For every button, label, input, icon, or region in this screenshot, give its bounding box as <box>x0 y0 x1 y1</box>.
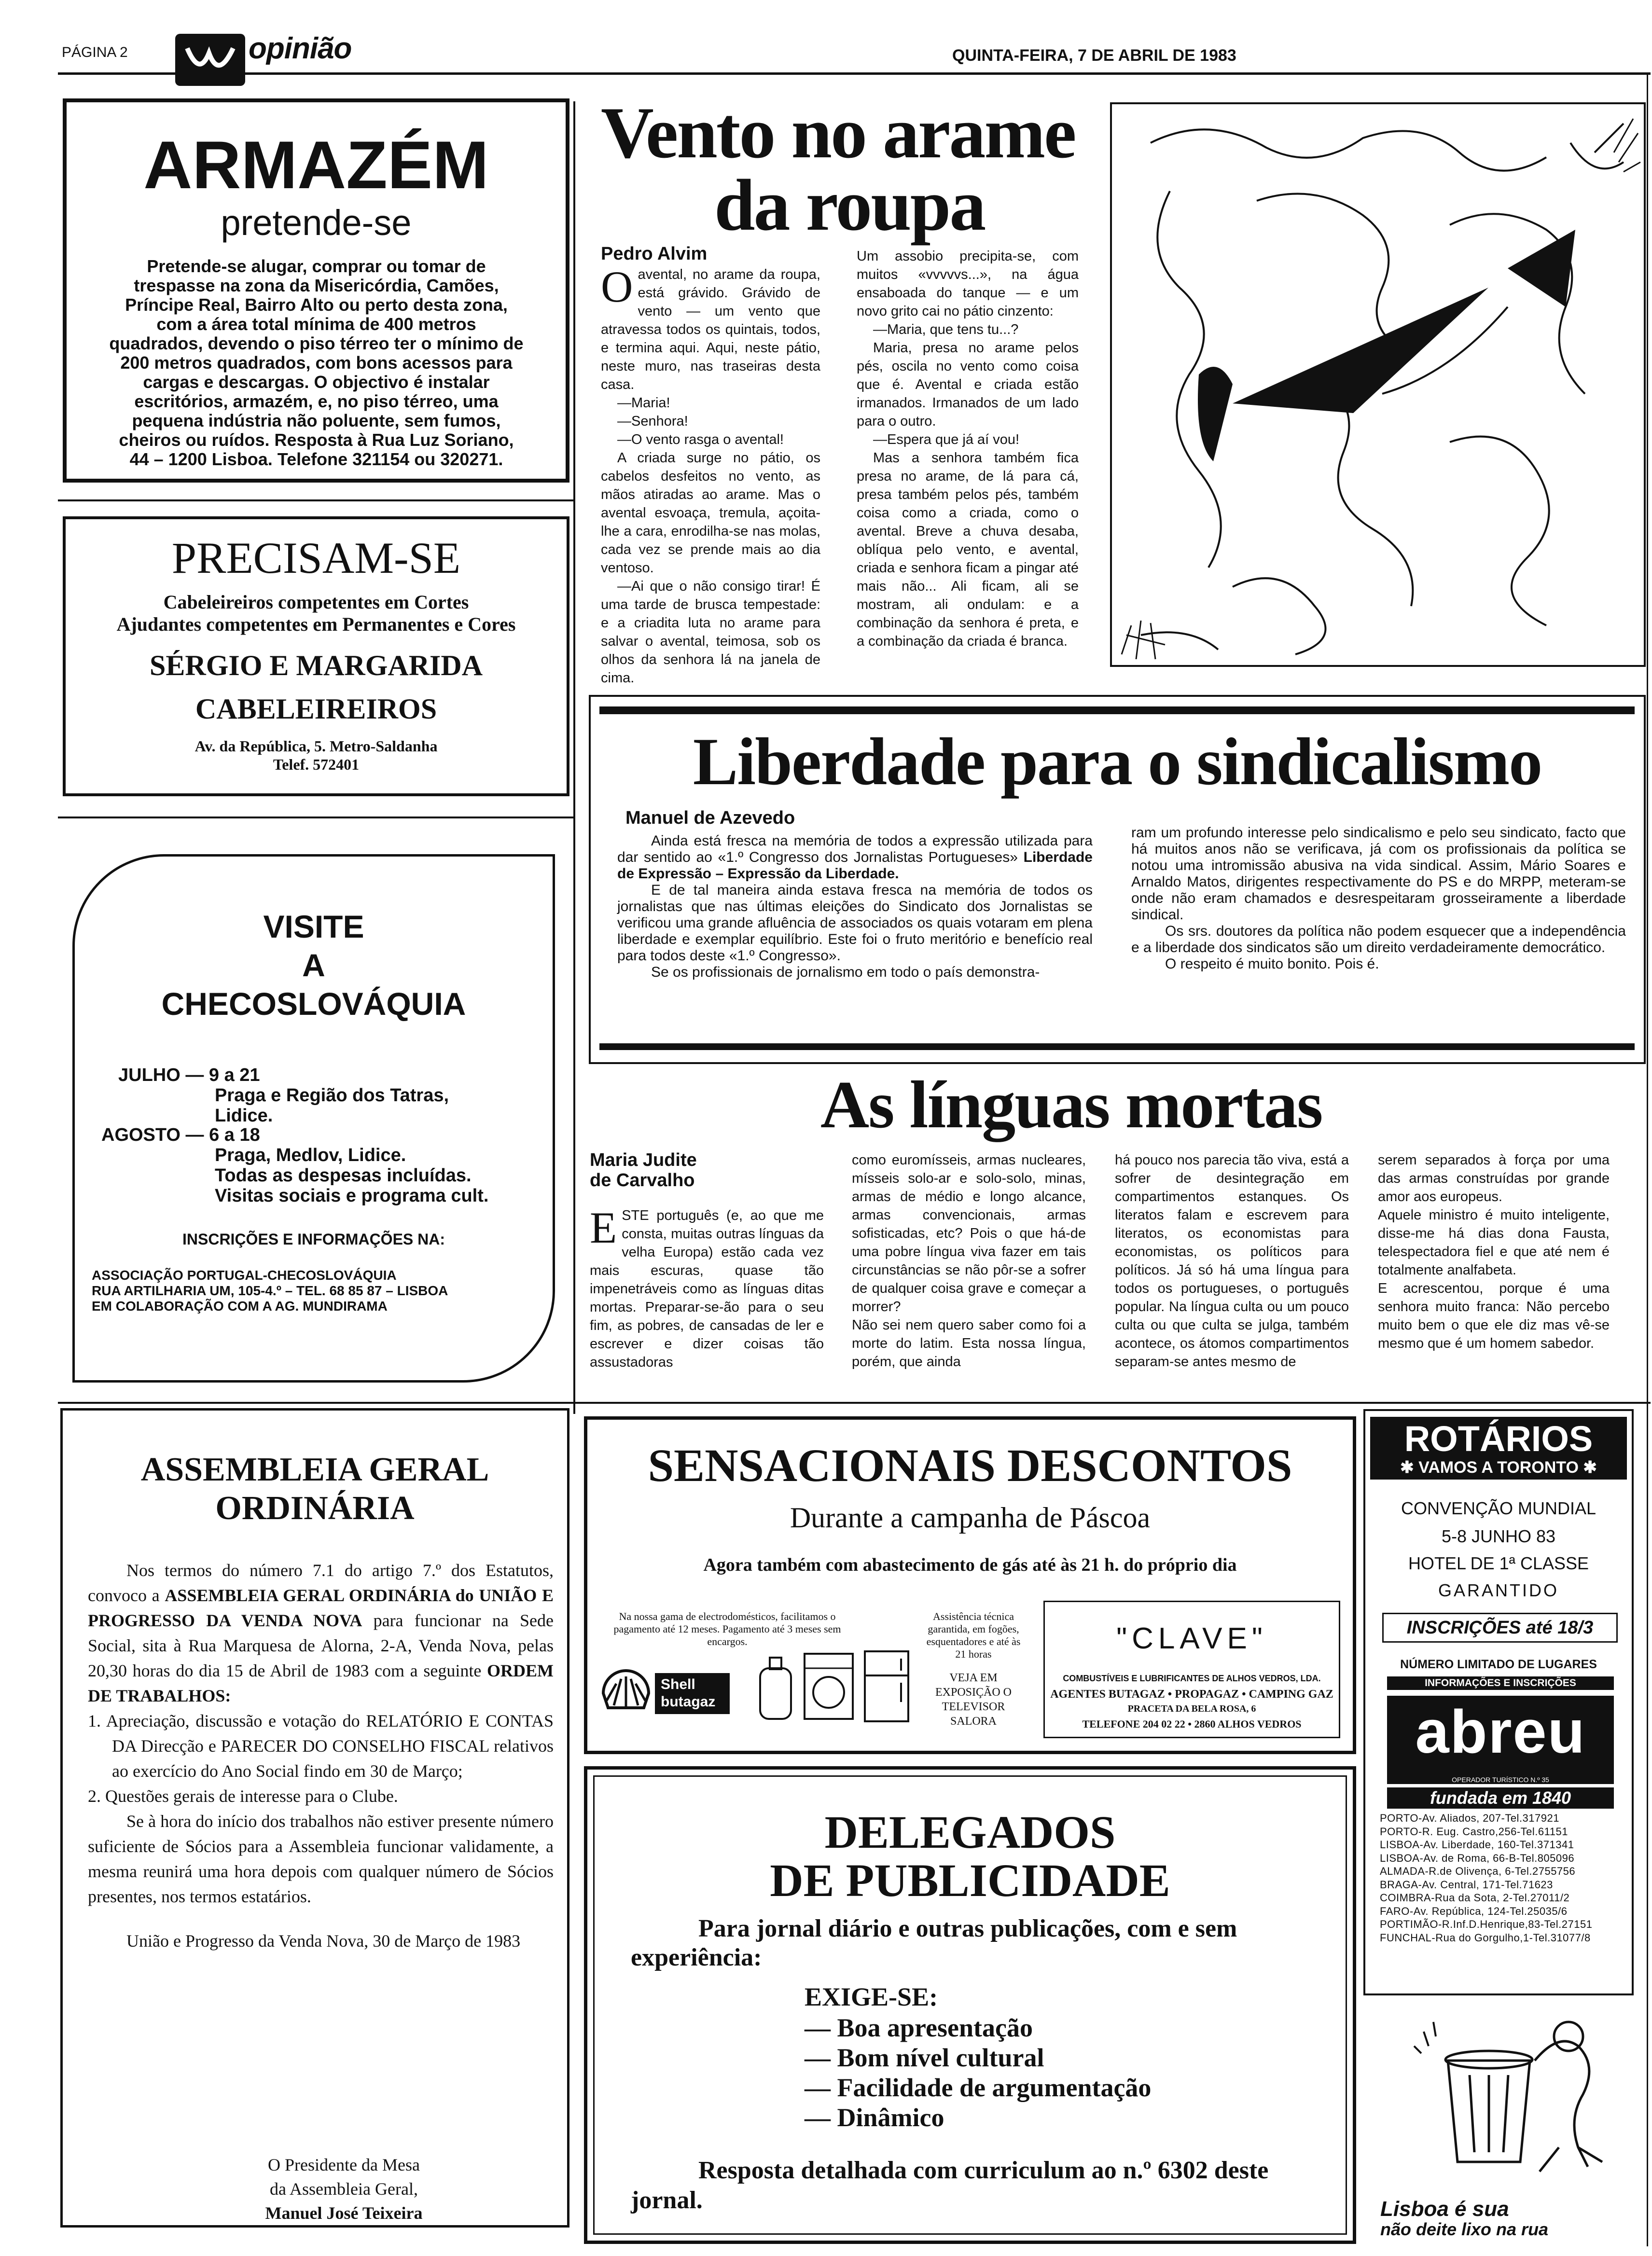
precisam-title: PRECISAM-SE <box>171 533 461 582</box>
precisam-line1: Cabeleireiros competentes em Cortes <box>163 591 469 613</box>
assembleia-item-1: 1. Apreciação, discussão e votação do RELATÓRIO E CONTAS DA Direcção e PARECER DO CONSELHO FISCAL relativos ao exercício do Ano Social findo em 30 de Março; <box>88 1711 554 1781</box>
rotarios-garantido: GARANTIDO <box>1438 1580 1559 1600</box>
checo-title-3: CHECOSLOVÁQUIA <box>161 986 466 1022</box>
delegados-intro: Para jornal diário e outras publicações, com e sem experiência: <box>631 1915 1237 1971</box>
lisboa-line-2: não deite lixo na rua <box>1380 2219 1549 2239</box>
liberdade-bottom-bar <box>599 1043 1635 1050</box>
shell-logo-icon <box>599 1667 652 1713</box>
precisam-name1: SÉRGIO E MARGARIDA <box>149 650 483 681</box>
clave-line-4: TELEFONE 204 02 22 • 2860 ALHOS VEDROS <box>1082 1718 1302 1730</box>
butagaz-label: butagaz <box>661 1694 716 1710</box>
fridge-icon <box>862 1649 911 1724</box>
office-row: BRAGA-Av. Central, 171-Tel.71623 <box>1380 1878 1553 1891</box>
rotarios-sub: ✱ VAMOS A TORONTO ✱ <box>1400 1458 1597 1477</box>
assembleia-item-2: 2. Questões gerais de interesse para o Clube. <box>88 1786 398 1806</box>
liberdade-title: Liberdade para o sindicalismo <box>693 724 1542 799</box>
rule <box>58 499 573 501</box>
liberdade-c1-p3: Se os profissionais de jornalismo em todo o país demonstra- <box>651 964 1040 980</box>
descontos-veja: VEJA EM EXPOSIÇÃO O TELEVISOR SALORA <box>935 1672 1012 1728</box>
page-number: PÁGINA 2 <box>62 44 128 60</box>
descontos-assist: Assistência técnica garantida, em fogões, esquentadores e até às 21 horas <box>926 1610 1021 1660</box>
checo-assoc-1: ASSOCIAÇÃO PORTUGAL-CHECOSLOVÁQUIA <box>92 1268 397 1283</box>
abstract-drawing-icon <box>1112 104 1644 665</box>
liberdade-col-2 <box>1131 825 1626 972</box>
vento-c1-p3: —Senhora! <box>617 414 688 429</box>
office-row: COIMBRA-Rua da Sota, 2-Tel.27011/2 <box>1380 1892 1570 1904</box>
liberdade-col-1 <box>617 833 1093 981</box>
page-date: QUINTA-FEIRA, 7 DE ABRIL DE 1983 <box>952 46 1236 65</box>
office-row: PORTO-Av. Aliados, 207-Tel.317921 <box>1380 1812 1559 1824</box>
clave-box <box>1043 1601 1340 1738</box>
office-row: FUNCHAL-Rua do Gorgulho,1-Tel.31077/8 <box>1380 1931 1591 1944</box>
delegados-req-1: — Boa apresentação <box>805 2013 1033 2042</box>
washing-machine-icon <box>802 1651 855 1721</box>
trash-bin-illustration-icon <box>1375 2003 1631 2196</box>
vento-c1-p5: A criada surge no pátio, os cabelos desfeitos no vento, as mãos atiradas ao arame. Mas o avental esvoaça, tremula, açoita-lhe a cara, enrodilha-se nas molas, cada vez se prende mais ao dia ventoso. <box>601 450 820 576</box>
office-row: FARO-Av. República, 124-Tel.25035/6 <box>1380 1905 1568 1917</box>
checo-agosto-3: Visitas sociais e programa cult. <box>215 1186 489 1206</box>
assembleia-title-2: ORDINÁRIA <box>215 1490 415 1527</box>
vento-c2-p5: Mas a senhora também fica presa no arame, de lá para cá, presa também pelos pés, também coisa como a criada, como o avental. Breve a chuva desaba, oblíqua pelo vento, e avental, criada e senhora ficam a pingar até mais não... Ali ficam, ali se mostram, ali ondulam: e a combinação da senhora é preta, e a combinação da criada é branca. <box>857 450 1079 649</box>
checo-agosto-2: Todas as despesas incluídas. <box>215 1165 472 1186</box>
section-title: opinião <box>249 32 352 65</box>
precisam-phone: Telef. 572401 <box>273 756 360 773</box>
vento-dropcap: O <box>601 262 633 311</box>
rotarios-dates: 5-8 JUNHO 83 <box>1441 1526 1556 1546</box>
lisboa-line-1: Lisboa é sua <box>1380 2197 1509 2221</box>
precisam-line2: Ajudantes competentes em Permanentes e Cores <box>116 613 516 635</box>
vento-col-2 <box>857 247 1079 651</box>
armazem-subtitle: pretende-se <box>221 203 412 243</box>
descontos-title: SENSACIONAIS DESCONTOS <box>648 1439 1292 1491</box>
linguas-col-3: há pouco nos parecia tão viva, está a sofrer de desintegração em compartimentos estanques. Os literatos falam e escrevem para literatos, os economistas para economistas, os políticos para políticos. Já só há uma língua para todos os portugueses, o português popular. Na língua culta ou um pouco culta ou que culta se julga, também acontece, os átomos compartimentos separam-se antes mesmo de <box>1115 1152 1349 1370</box>
office-row: PORTO-R. Eug. Castro,256-Tel.61151 <box>1380 1825 1568 1838</box>
linguas-author-1: Maria Judite <box>590 1150 697 1170</box>
rule <box>58 1402 1651 1404</box>
linguas-author-2: de Carvalho <box>590 1170 695 1190</box>
delegados-req-4: — Dinâmico <box>805 2103 944 2132</box>
abreu-logo: abreu <box>1387 1696 1614 1778</box>
precisam-name2: CABELEIREIROS <box>195 693 437 725</box>
delegados-req-2: — Bom nível cultural <box>805 2043 1044 2072</box>
rotarios-ad <box>1363 1409 1634 1995</box>
checo-title-1: VISITE <box>263 909 364 944</box>
shell-label: Shell <box>661 1676 695 1692</box>
delegados-title-1: DELEGADOS <box>824 1806 1116 1858</box>
delegados-exige: EXIGE-SE: <box>805 1982 938 2011</box>
armazem-body: Pretende-se alugar, comprar ou tomar de trespasse na zona da Misericórdia, Camões, Príncipe Real, Bairro Alto ou perto desta zona, com a área total mínima de 400 metros quadrados, devendo o piso térreo ter o mínimo de 200 metros quadrados, com bons acessos para cargas e descargas. O objectivo é instalar escritórios, armazém, e, no piso térreo, uma pequena indústria não poluente, sem fumos, cheiros ou ruídos. Resposta à Rua Luz Soriano, 44 – 1200 Lisboa. Telefone 321154 ou 320271. <box>109 256 524 469</box>
abreu-offices <box>1380 1812 1624 1944</box>
assembleia-body <box>88 1558 554 1953</box>
linguas-col-4: serem separados à força por uma das armas construídas por grande amor aos europeus. Aquele ministro é muito inteligente, disse-me há dias dona Fausta, telespectadora fiel e que até nem é totalmente analfabeta. E acrescentou, porque é uma senhora muito franca: Não percebo muito bem o que ele diz mas vê-se mesmo que é um homem sabedor. <box>1378 1152 1610 1351</box>
precisam-ad <box>63 516 569 796</box>
liberdade-author: Manuel de Azevedo <box>625 808 795 828</box>
section-logo-icon <box>175 34 245 86</box>
office-row: PORTIMÃO-R.Inf.D.Henrique,83-Tel.27151 <box>1380 1918 1593 1930</box>
abreu-fundada: fundada em 1840 <box>1387 1787 1614 1809</box>
vento-c1-p2: —Maria! <box>617 395 670 411</box>
rotarios-info: INFORMAÇÕES E INSCRIÇÕES <box>1387 1676 1614 1690</box>
vento-col-1 <box>601 262 820 687</box>
vento-c2-p3: Maria, presa no arame pelos pés, oscila no vento como coisa que é. Avental e criada estão irmanados. Irmanados de um lado para o outro. <box>857 340 1079 429</box>
office-row: LISBOA-Av. Liberdade, 160-Tel.371341 <box>1380 1839 1574 1851</box>
vento-title-1: Vento no arame <box>601 92 1075 173</box>
rotarios-inscricoes: INSCRIÇÕES até 18/3 <box>1382 1613 1618 1643</box>
assembleia-p1-d: ORDEM DE TRABALHOS: <box>88 1661 554 1705</box>
lisboa-ad <box>1375 2003 1631 2244</box>
rotarios-header <box>1370 1417 1627 1480</box>
rotarios-hotel: HOTEL DE 1ª CLASSE <box>1408 1553 1589 1573</box>
vento-title-2: da roupa <box>714 165 985 246</box>
vento-author: Pedro Alvim <box>601 244 708 264</box>
assembleia-sig-3: Manuel José Teixeira <box>265 2203 423 2223</box>
checo-julho-2: Lidice. <box>215 1106 273 1126</box>
liberdade-article <box>589 695 1646 1064</box>
header-rule <box>58 72 1651 75</box>
vento-c1-p4: —O vento rasga o avental! <box>617 432 784 447</box>
vento-c1-p1: avental, no arame da roupa, está grávido. Grávido de vento — um vento que atravessa todos os quintais, todos, e termina aqui. Aqui, neste pátio, neste muro, nas traseiras desta casa. <box>601 267 820 392</box>
assembleia-place-date: União e Progresso da Venda Nova, 30 de Março de 1983 <box>126 1931 521 1951</box>
liberdade-c1-p1b: Liberdade de Expressão – Expressão da Liberdade. <box>617 849 1093 882</box>
liberdade-c1-p1a: Ainda está fresca na memória de todos a expressão utilizada para dar sentido ao «1.º Congresso dos Jornalistas Portugueses» <box>617 833 1093 865</box>
armazem-ad <box>63 98 569 483</box>
rotarios-limitado: NÚMERO LIMITADO DE LUGARES <box>1400 1658 1597 1671</box>
vento-c2-p4: —Espera que já aí vou! <box>873 432 1020 447</box>
checo-assoc-2: RUA ARTILHARIA UM, 105-4.º – TEL. 68 85 87 – LISBOA <box>92 1283 448 1298</box>
checo-agosto: AGOSTO — 6 a 18 <box>101 1125 260 1145</box>
left-column-rule <box>573 101 575 1414</box>
descontos-gas: Agora também com abastecimento de gás até às 21 h. do próprio dia <box>703 1555 1237 1575</box>
assembleia-title-1: ASSEMBLEIA GERAL <box>140 1451 489 1488</box>
right-edge-rule <box>1647 75 1648 2246</box>
checo-agosto-1: Praga, Medlov, Lidice. <box>215 1145 406 1165</box>
assembleia-sig-2: da Assembleia Geral, <box>270 2179 418 2199</box>
descontos-ad <box>584 1416 1356 1754</box>
office-row: ALMADA-R.de Olivença, 6-Tel.2755756 <box>1380 1865 1576 1877</box>
assembleia-p1-a: Nos termos do número 7.1 do artigo 7.º dos Estatutos, convoco a <box>88 1561 554 1605</box>
rotarios-title: ROTÁRIOS <box>1404 1419 1593 1459</box>
liberdade-top-bar <box>599 706 1635 714</box>
linguas-dropcap: E <box>590 1203 617 1252</box>
precisam-address: Av. da República, 5. Metro-Saldanha <box>194 737 438 755</box>
assembleia-p1-b: ASSEMBLEIA GERAL ORDINÁRIA do UNIÃO E PROGRESSO DA VENDA NOVA <box>88 1586 554 1630</box>
liberdade-c1-p2: E de tal maneira ainda estava fresca na memória de todos os jornalistas que nas últimas eleições do Sindicato dos Jornalistas se verificou uma grande afluência de associados os quais votaram em plena liberdade e exemplar equilíbrio. Este foi o fruto meritório e benefício real para todos deste «1.º Congresso». <box>617 882 1093 964</box>
rotarios-conv: CONVENÇÃO MUNDIAL <box>1401 1498 1596 1518</box>
liberdade-c2-p3: O respeito é muito bonito. Pois é. <box>1165 956 1379 972</box>
liberdade-c2-p1: ram um profundo interesse pelo sindicalismo e pelo seu sindicato, facto que há muitos anos não se verificava, já com os profissionais da política se notou uma intromissão abusiva na vida sindical. Assim, Mário Soares e Arnaldo Matos, dirigentes respectivamente do PS e do MRPP, meteram-se onde não eram chamados e desrespeitaram grosseiramente a liberdade sindical. <box>1131 825 1626 923</box>
checo-inscricoes: INSCRIÇÕES E INFORMAÇÕES NA: <box>182 1231 445 1248</box>
liberdade-c2-p2: Os srs. doutores da política não podem esquecer que a independência e a liberdade dos sindicatos são um direito verdadeiramente democrático. <box>1131 923 1626 955</box>
abreu-operador: OPERADOR TURÍSTICO N.º 35 <box>1387 1775 1614 1784</box>
checoslovaquia-ad <box>72 854 555 1383</box>
descontos-gama: Na nossa gama de electrodomésticos, facilitamos o pagamento até 12 meses. Pagamento até 3 meses sem encargos. <box>613 1610 841 1647</box>
linguas-c1-text: STE português (e, ao que me consta, muitas outras línguas da velha Europa) estão cada vez mais escuras, quase tão impenetráveis como as línguas ditas mortas. Preparar-se-ão para o seu fim, as pobres, de cansadas de ler e escrever e dizer coisas tão assustadoras <box>590 1208 824 1370</box>
assembleia-ad <box>60 1408 569 2228</box>
gas-bottle-icon <box>756 1654 795 1721</box>
office-row: LISBOA-Av. de Roma, 66-B-Tel.805096 <box>1380 1852 1575 1864</box>
vento-c2-p1: Um assobio precipita-se, com muitos «vvvvvs...», na água ensaboada do tanque — e um novo grito cai no pátio cinzento: <box>857 249 1079 319</box>
butagaz-badge <box>655 1673 730 1714</box>
clave-line-3: PRACETA DA BELA ROSA, 6 <box>1127 1703 1256 1714</box>
rule <box>58 817 573 818</box>
checo-julho: JULHO — 9 a 21 <box>118 1065 260 1085</box>
checo-julho-1: Praga e Região dos Tatras, <box>215 1085 449 1106</box>
assembleia-sig-1: O Presidente da Mesa <box>268 2155 420 2174</box>
vento-c1-p6: —Ai que o não consigo tirar! É uma tarde de brusca tempestade: e a criadita luta no arame para salvar o avental, teimosa, sob os olhos da senhora lá na janela de cima. <box>601 579 820 686</box>
clave-name: "CLAVE" <box>1116 1622 1267 1655</box>
delegados-resp: Resposta detalhada com curriculum ao n.º 6302 deste jornal. <box>631 2157 1269 2214</box>
checo-assoc-3: EM COLABORAÇÃO COM A AG. MUNDIRAMA <box>92 1299 388 1314</box>
delegados-title-2: DE PUBLICIDADE <box>770 1855 1170 1906</box>
clave-line-1: COMBUSTÍVEIS E LUBRIFICANTES DE ALHOS VEDROS, LDA. <box>1063 1674 1321 1683</box>
linguas-col-2: como euromísseis, armas nucleares, mísseis solo-ar e solo-solo, minas, armas de médio e longo alcance, armas convencionais, armas sofisticadas, etc? Pois o que há-de uma pobre língua viva fazer em tais circunstâncias se não pôr-se a sofrer de qualquer coisa grave e começar a morrer? Não sei nem quero saber como foi a morte do latim. Esta nossa língua, porém, que ainda <box>852 1152 1086 1370</box>
checo-title-2: A <box>302 947 325 983</box>
linguas-title: As línguas mortas <box>820 1067 1322 1142</box>
descontos-subtitle: Durante a campanha de Páscoa <box>790 1502 1151 1534</box>
delegados-ad <box>584 1766 1356 2244</box>
linguas-col-1 <box>590 1203 824 1371</box>
clave-line-2: AGENTES BUTAGAZ • PROPAGAZ • CAMPING GAZ <box>1050 1688 1333 1701</box>
assembleia-p1-c: para funcionar na Sede Social, sita à Rua Marquesa de Alorna, 2-A, Venda Nova, pelas 20,30 horas do dia 15 de Abril de 1983 com a seguinte <box>88 1611 554 1680</box>
armazem-title: ARMAZÉM <box>143 127 489 203</box>
vento-illustration <box>1110 102 1646 667</box>
delegados-req-3: — Facilidade de argumentação <box>805 2073 1152 2102</box>
vento-c2-p2: —Maria, que tens tu...? <box>873 322 1019 337</box>
assembleia-p2: Se à hora do início dos trabalhos não estiver presente número suficiente de Sócios para a Assembleia funcionar validamente, a mesma reunirá uma hora depois com qualquer número de Sócios presentes, nos termos estatários. <box>88 1812 554 1906</box>
